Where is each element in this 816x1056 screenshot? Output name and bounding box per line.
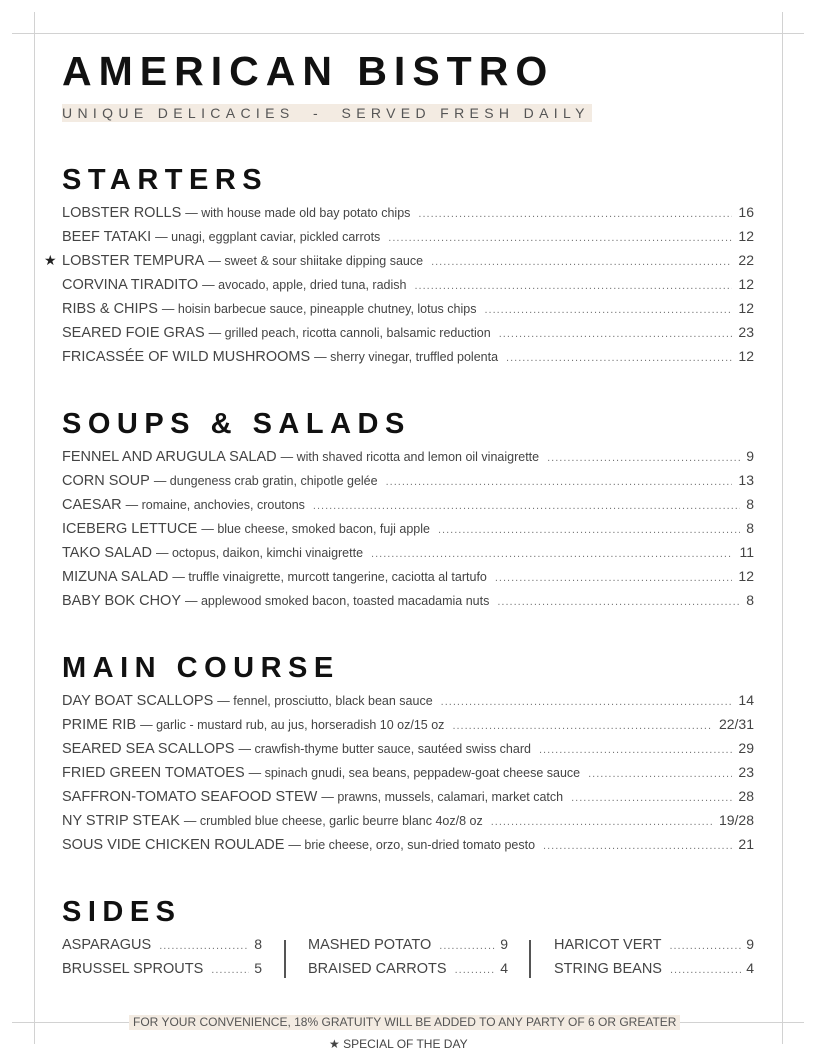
menu-item-price: 12 bbox=[738, 348, 754, 364]
dot-leader bbox=[159, 940, 249, 952]
menu-item bbox=[62, 716, 754, 740]
dot-leader bbox=[495, 572, 733, 584]
dot-leader bbox=[547, 452, 740, 464]
menu-item-name: ICEBERG LETTUCE bbox=[62, 521, 198, 537]
menu-item bbox=[44, 252, 754, 276]
menu-item-price: 21 bbox=[738, 836, 754, 852]
menu-item-price: 11 bbox=[739, 544, 754, 560]
menu-item-name: FRICASSÉE OF WILD MUSHROOMS bbox=[62, 349, 311, 365]
menu-item-description: — dungeness crab gratin, chipotle gelée bbox=[153, 474, 378, 488]
menu-item-description: — prawns, mussels, calamari, market catch bbox=[321, 790, 564, 804]
dot-leader bbox=[388, 232, 732, 244]
dot-leader bbox=[441, 696, 733, 708]
dot-leader bbox=[439, 940, 495, 952]
dot-leader bbox=[539, 744, 732, 756]
menu-item-description: — applewood smoked bacon, toasted macadamia nuts bbox=[185, 594, 490, 608]
menu-item-price: 16 bbox=[738, 204, 754, 220]
menu-item-description: — crawfish-thyme butter sauce, sautéed swiss chard bbox=[238, 742, 531, 756]
menu-item bbox=[62, 496, 754, 520]
menu-item bbox=[62, 692, 754, 716]
menu-item-description: — sweet & sour shiitake dipping sauce bbox=[208, 254, 424, 268]
menu-item-name: PRIME RIB bbox=[62, 717, 137, 733]
side-item bbox=[308, 960, 508, 984]
menu-item-description: — romaine, anchovies, croutons bbox=[125, 498, 305, 512]
menu-item-name: LOBSTER TEMPURA bbox=[62, 253, 205, 269]
dot-leader bbox=[543, 840, 732, 852]
menu-item-price: 8 bbox=[746, 496, 754, 512]
soups-salads-list bbox=[62, 448, 754, 616]
section-title-main-course: MAIN COURSE bbox=[62, 652, 340, 684]
star-icon: ★ bbox=[44, 252, 57, 268]
section-title-soups-salads: SOUPS & SALADS bbox=[62, 408, 411, 440]
menu-item-description: — with shaved ricotta and lemon oil vinaigrette bbox=[280, 450, 540, 464]
crop-mark-top bbox=[12, 33, 804, 34]
menu-title: AMERICAN BISTRO bbox=[62, 48, 555, 94]
dot-leader bbox=[499, 328, 733, 340]
menu-item-name: CAESAR bbox=[62, 497, 122, 513]
menu-item-name: BABY BOK CHOY bbox=[62, 593, 181, 609]
dot-leader bbox=[455, 964, 496, 976]
dot-leader bbox=[431, 256, 732, 268]
menu-item bbox=[62, 836, 754, 860]
dot-leader bbox=[371, 548, 733, 560]
dot-leader bbox=[571, 792, 732, 804]
menu-item-description: — brie cheese, orzo, sun-dried tomato pesto bbox=[288, 838, 536, 852]
side-item-name: STRING BEANS bbox=[554, 961, 662, 977]
menu-item-price: 22 bbox=[738, 252, 754, 268]
gratuity-note: FOR YOUR CONVENIENCE, 18% GRATUITY WILL BE ADDED TO ANY PARTY OF 6 OR GREATER bbox=[129, 1015, 680, 1030]
side-item bbox=[308, 936, 508, 960]
sides-column bbox=[554, 936, 754, 984]
starters-list bbox=[44, 204, 754, 372]
menu-item-price: 22/31 bbox=[718, 716, 754, 732]
menu-item-price: 12 bbox=[738, 228, 754, 244]
menu-item-name: SAFFRON-TOMATO SEAFOOD STEW bbox=[62, 789, 318, 805]
sides-grid bbox=[62, 936, 754, 984]
menu-item-description: — avocado, apple, dried tuna, radish bbox=[202, 278, 407, 292]
menu-item-name: DAY BOAT SCALLOPS bbox=[62, 693, 214, 709]
dot-leader bbox=[452, 720, 713, 732]
menu-item-price: 12 bbox=[738, 300, 754, 316]
menu-item-name: RIBS & CHIPS bbox=[62, 301, 158, 317]
menu-item-description: — unagi, eggplant caviar, pickled carrots bbox=[155, 230, 381, 244]
menu-item-name: CORVINA TIRADITO bbox=[62, 277, 199, 293]
menu-tagline: UNIQUE DELICACIES - SERVED FRESH DAILY bbox=[62, 105, 590, 121]
menu-item bbox=[62, 276, 754, 300]
menu-item-description: — blue cheese, smoked bacon, fuji apple bbox=[201, 522, 430, 536]
menu-item-description: — garlic - mustard rub, au jus, horseradish 10 oz/15 oz bbox=[140, 718, 445, 732]
side-item-name: BRUSSEL SPROUTS bbox=[62, 961, 204, 977]
crop-mark-left bbox=[34, 12, 35, 1044]
sides-column bbox=[308, 936, 508, 984]
sides-column bbox=[62, 936, 262, 984]
menu-item bbox=[62, 544, 754, 568]
menu-item-price: 8 bbox=[746, 520, 754, 536]
dot-leader bbox=[313, 500, 740, 512]
menu-item-price: 23 bbox=[738, 324, 754, 340]
menu-item bbox=[62, 228, 754, 252]
menu-item-price: 13 bbox=[738, 472, 754, 488]
menu-item-price: 28 bbox=[738, 788, 754, 804]
menu-item-price: 14 bbox=[738, 692, 754, 708]
dot-leader bbox=[418, 208, 732, 220]
menu-item bbox=[62, 788, 754, 812]
menu-item bbox=[62, 300, 754, 324]
dot-leader bbox=[211, 964, 249, 976]
menu-item-description: — octopus, daikon, kimchi vinaigrette bbox=[155, 546, 364, 560]
menu-item-description: — spinach gnudi, sea beans, peppadew-goat cheese sauce bbox=[248, 766, 581, 780]
menu-item bbox=[62, 740, 754, 764]
side-item-price: 9 bbox=[746, 936, 754, 952]
menu-item bbox=[62, 764, 754, 788]
menu-item-description: — crumbled blue cheese, garlic beurre blanc 4oz/8 oz bbox=[183, 814, 483, 828]
dot-leader bbox=[670, 964, 741, 976]
menu-item-description: — fennel, prosciutto, black bean sauce bbox=[217, 694, 433, 708]
menu-item-price: 19/28 bbox=[718, 812, 754, 828]
section-title-sides: SIDES bbox=[62, 896, 182, 928]
menu-item-name: NY STRIP STEAK bbox=[62, 813, 180, 829]
menu-item-name: MIZUNA SALAD bbox=[62, 569, 169, 585]
dot-leader bbox=[484, 304, 732, 316]
side-item-price: 9 bbox=[500, 936, 508, 952]
side-item bbox=[62, 960, 262, 984]
main-course-list bbox=[62, 692, 754, 860]
side-item bbox=[62, 936, 262, 960]
dot-leader bbox=[414, 280, 732, 292]
dot-leader bbox=[506, 352, 732, 364]
menu-item-name: LOBSTER ROLLS bbox=[62, 205, 182, 221]
menu-item bbox=[62, 568, 754, 592]
menu-item-description: — with house made old bay potato chips bbox=[185, 206, 411, 220]
menu-item-description: — truffle vinaigrette, murcott tangerine, caciotta al tartufo bbox=[172, 570, 487, 584]
menu-item-name: SOUS VIDE CHICKEN ROULADE bbox=[62, 837, 285, 853]
menu-item-price: 12 bbox=[738, 568, 754, 584]
column-divider bbox=[529, 940, 531, 978]
dot-leader bbox=[588, 768, 732, 780]
menu-item-name: BEEF TATAKI bbox=[62, 229, 152, 245]
side-item-name: BRAISED CARROTS bbox=[308, 961, 447, 977]
menu-item-description: — sherry vinegar, truffled polenta bbox=[314, 350, 499, 364]
menu-item bbox=[62, 592, 754, 616]
side-item-price: 4 bbox=[500, 960, 508, 976]
dot-leader bbox=[386, 476, 733, 488]
side-item bbox=[554, 960, 754, 984]
menu-item-price: 23 bbox=[738, 764, 754, 780]
menu-item-description: — hoisin barbecue sauce, pineapple chutney, lotus chips bbox=[161, 302, 477, 316]
menu-item-price: 9 bbox=[746, 448, 754, 464]
menu-item-name: FENNEL AND ARUGULA SALAD bbox=[62, 449, 277, 465]
side-item-name: MASHED POTATO bbox=[308, 937, 432, 953]
special-legend bbox=[329, 1037, 468, 1051]
side-item-name: ASPARAGUS bbox=[62, 937, 152, 953]
star-icon: ★ bbox=[329, 1037, 340, 1051]
menu-item-description: — grilled peach, ricotta cannoli, balsamic reduction bbox=[208, 326, 491, 340]
menu-item-name: SEARED FOIE GRAS bbox=[62, 325, 205, 341]
menu-item-name: TAKO SALAD bbox=[62, 545, 152, 561]
special-legend-label: SPECIAL OF THE DAY bbox=[343, 1037, 468, 1051]
side-item-name: HARICOT VERT bbox=[554, 937, 662, 953]
dot-leader bbox=[438, 524, 740, 536]
crop-mark-right bbox=[782, 12, 783, 1044]
menu-item bbox=[62, 520, 754, 544]
menu-item-price: 8 bbox=[746, 592, 754, 608]
side-item-price: 8 bbox=[254, 936, 262, 952]
side-item bbox=[554, 936, 754, 960]
section-title-starters: STARTERS bbox=[62, 164, 269, 196]
menu-item-price: 12 bbox=[738, 276, 754, 292]
dot-leader bbox=[491, 816, 713, 828]
menu-item-price: 29 bbox=[738, 740, 754, 756]
dot-leader bbox=[497, 596, 740, 608]
menu-item-name: SEARED SEA SCALLOPS bbox=[62, 741, 235, 757]
menu-item bbox=[62, 812, 754, 836]
menu-item bbox=[62, 348, 754, 372]
side-item-price: 4 bbox=[746, 960, 754, 976]
dot-leader bbox=[669, 940, 741, 952]
menu-item bbox=[62, 448, 754, 472]
menu-item bbox=[62, 324, 754, 348]
side-item-price: 5 bbox=[254, 960, 262, 976]
menu-item bbox=[62, 472, 754, 496]
menu-item bbox=[62, 204, 754, 228]
menu-item-name: CORN SOUP bbox=[62, 473, 150, 489]
menu-item-name: FRIED GREEN TOMATOES bbox=[62, 765, 245, 781]
column-divider bbox=[284, 940, 286, 978]
